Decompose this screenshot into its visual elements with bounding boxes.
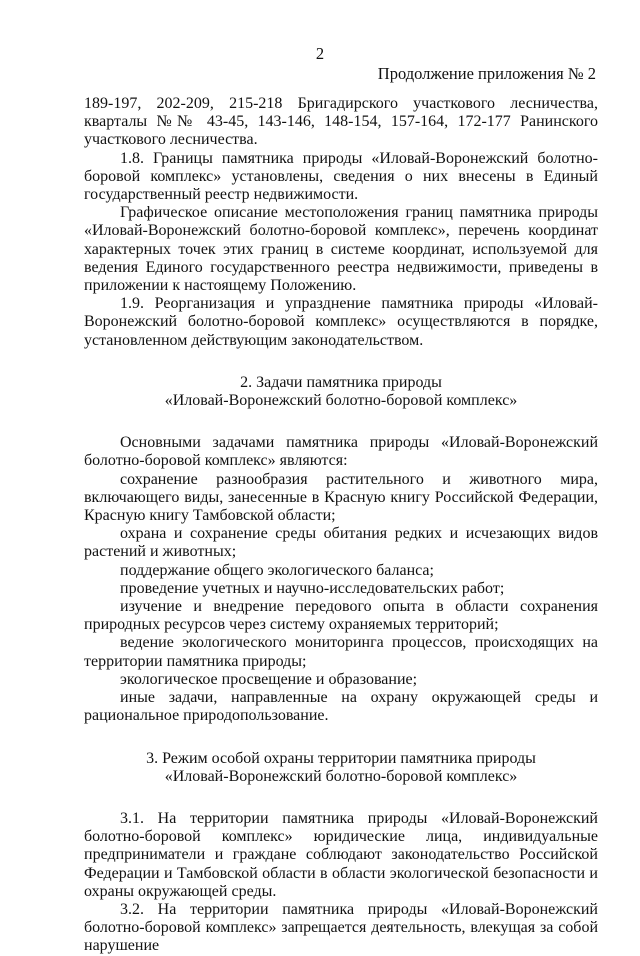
document-body (84, 95, 598, 956)
paragraph-graphic-description: Графическое описание местоположения границ памятника природы «Иловай-Воронежский болотно-боровой комплекс», перечень координат характерных точек этих границ в системе координат, используемой для ведения Единого государственного реестра недвижимости, приведены в приложении к настоящему Положению. (84, 204, 598, 295)
paragraph-1-9: 1.9. Реорганизация и упразднение памятника природы «Иловай-Воронежский болотно-боровой комплекс» осуществляются в порядке, установленном действующим законодательством. (84, 295, 598, 349)
task-item: иные задачи, направленные на охрану окружающей среды и рациональное природопользование. (84, 689, 598, 725)
paragraph-1-8: 1.8. Границы памятника природы «Иловай-Воронежский болотно-боровой комплекс» установлены, сведения о них внесены в Единый государственный реестр недвижимости. (84, 149, 598, 204)
task-item: поддержание общего экологического баланса; (120, 561, 434, 579)
continuation-header: Продолжение приложения № 2 (377, 64, 596, 83)
page-number: 2 (315, 44, 325, 63)
task-item: сохранение разнообразия растительного и животного мира, включающего виды, занесенные в Красную книгу Российской Федерации, Красную книгу Тамбовской области; (84, 470, 598, 525)
paragraph-3-2: 3.2. На территории памятника природы «Иловай-Воронежский болотно-боровой комплекс» запрещается деятельность, влекущая за собой нарушение (84, 900, 598, 955)
section-2-title-line1: 2. Задачи памятника природы (240, 373, 442, 391)
section-3-heading (84, 750, 598, 786)
task-item: проведение учетных и научно-исследовательских работ; (120, 579, 505, 597)
section-2-heading (84, 374, 598, 410)
section-2-intro: Основными задачами памятника природы «Иловай-Воронежский болотно-боровой комплекс» являются: (84, 434, 598, 470)
paragraph-forest-quarters: 189-197, 202-209, 215-218 Бригадирского участкового лесничества, кварталы №№ 43-45, 143-146, 148-154, 157-164, 172-177 Ранинского участкового лесничества. (84, 95, 598, 149)
paragraph-3-1: 3.1. На территории памятника природы «Иловай-Воронежский болотно-боровой комплекс» юридические лица, индивидуальные предприниматели и граждане соблюдают законодательство Российской Федерации и Тамбовской области в области экологической безопасности и охраны окружающей среды. (84, 809, 598, 900)
task-item: изучение и внедрение передового опыта в области сохранения природных ресурсов через систему охраняемых территорий; (84, 598, 598, 634)
task-item: экологическое просвещение и образование; (120, 670, 418, 688)
section-3-title-line1: 3. Режим особой охраны территории памятника природы (146, 749, 536, 767)
task-item: ведение экологического мониторинга процессов, происходящих на территории памятника природы; (84, 634, 598, 670)
section-3-title-line2: «Иловай-Воронежский болотно-боровой комплекс» (164, 767, 518, 785)
section-2-title-line2: «Иловай-Воронежский болотно-боровой комплекс» (164, 392, 518, 410)
task-item: охрана и сохранение среды обитания редких и исчезающих видов растений и животных; (84, 525, 598, 561)
